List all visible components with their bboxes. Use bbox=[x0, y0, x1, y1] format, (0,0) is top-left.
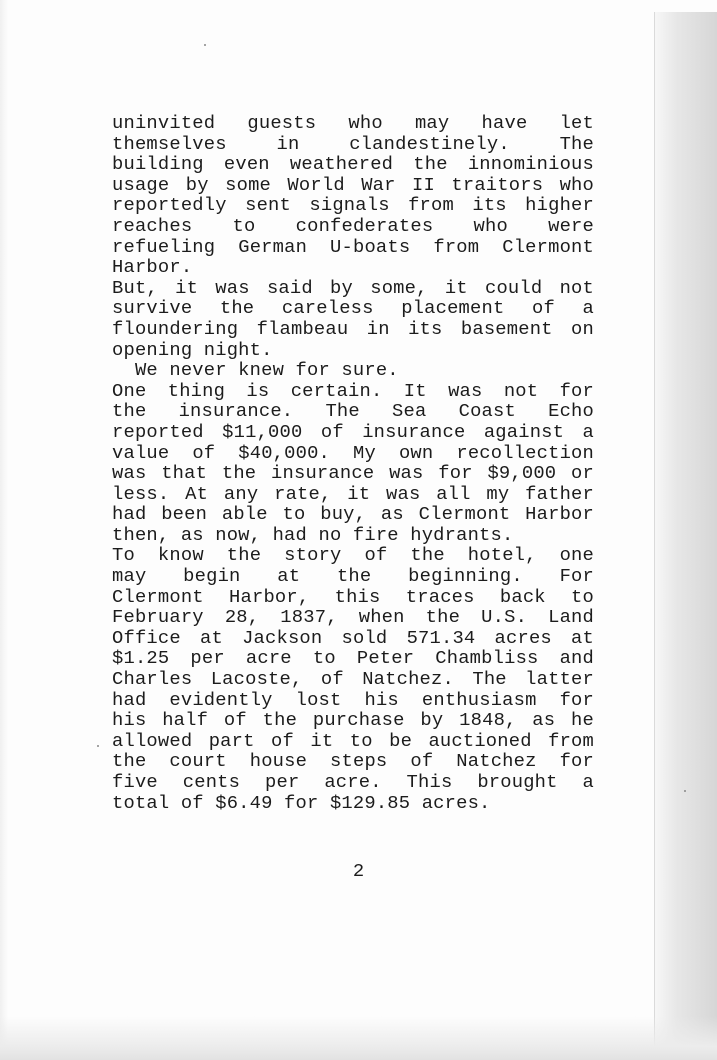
text-line: Clermont Harbor, this traces back to bbox=[112, 585, 594, 608]
text-line: themselves in clandestinely. The bbox=[112, 132, 594, 155]
text-line: reaches to confederates who were bbox=[112, 214, 594, 237]
text-line: But, it was said by some, it could not bbox=[112, 276, 594, 299]
scan-edge-right bbox=[654, 12, 717, 1060]
text-line: five cents per acre. This brought a bbox=[112, 771, 594, 793]
text-line: had been able to buy, as Clermont Harbor bbox=[112, 503, 594, 526]
body-text bbox=[112, 113, 594, 813]
text-line: February 28, 1837, when the U.S. Land bbox=[112, 606, 594, 629]
text-line: uninvited guests who may have let bbox=[112, 112, 594, 134]
text-line: total of $6.49 for $129.85 acres. bbox=[112, 791, 491, 814]
text-line: building even weathered the innominious bbox=[112, 153, 594, 176]
text-line: $1.25 per acre to Peter Chambliss and bbox=[112, 647, 594, 670]
page-number: 2 bbox=[352, 860, 365, 882]
text-line: Office at Jackson sold 571.34 acres at bbox=[112, 626, 594, 649]
text-line: had evidently lost his enthusiasm for bbox=[112, 688, 594, 711]
text-line: opening night. bbox=[112, 338, 273, 361]
text-line: usage by some World War II traitors who bbox=[112, 173, 594, 196]
text-line: less. At any rate, it was all my father bbox=[112, 482, 594, 505]
text-line: then, as now, had no fire hydrants. bbox=[112, 523, 514, 546]
text-line: may begin at the beginning. For bbox=[112, 565, 594, 588]
text-line: refueling German U-boats from Clermont bbox=[112, 235, 594, 258]
text-line: Charles Lacoste, of Natchez. The latter bbox=[112, 668, 594, 691]
text-line: reportedly sent signals from its higher bbox=[112, 194, 594, 217]
scan-edge-bottom bbox=[0, 1016, 717, 1060]
text-line: survive the careless placement of a bbox=[112, 297, 594, 320]
text-line: To know the story of the hotel, one bbox=[112, 544, 594, 567]
text-line: the insurance. The Sea Coast Echo bbox=[112, 400, 594, 423]
scan-shadow-left bbox=[0, 0, 8, 1060]
scan-speck bbox=[204, 44, 206, 46]
text-line: his half of the purchase by 1848, as he bbox=[112, 709, 594, 732]
scan-speck bbox=[97, 745, 99, 747]
text-line: One thing is certain. It was not for bbox=[112, 379, 594, 402]
text-line: allowed part of it to be auctioned from bbox=[112, 729, 594, 752]
text-line: Harbor. bbox=[112, 256, 193, 279]
text-line: reported $11,000 of insurance against a bbox=[112, 420, 594, 443]
text-line: the court house steps of Natchez for bbox=[112, 750, 594, 773]
text-line: was that the insurance was for $9,000 or bbox=[112, 462, 594, 485]
scan-speck bbox=[684, 790, 686, 792]
text-line: We never knew for sure. bbox=[112, 359, 399, 382]
text-line: value of $40,000. My own recollection bbox=[112, 441, 594, 464]
text-line: floundering flambeau in its basement on bbox=[112, 317, 594, 340]
